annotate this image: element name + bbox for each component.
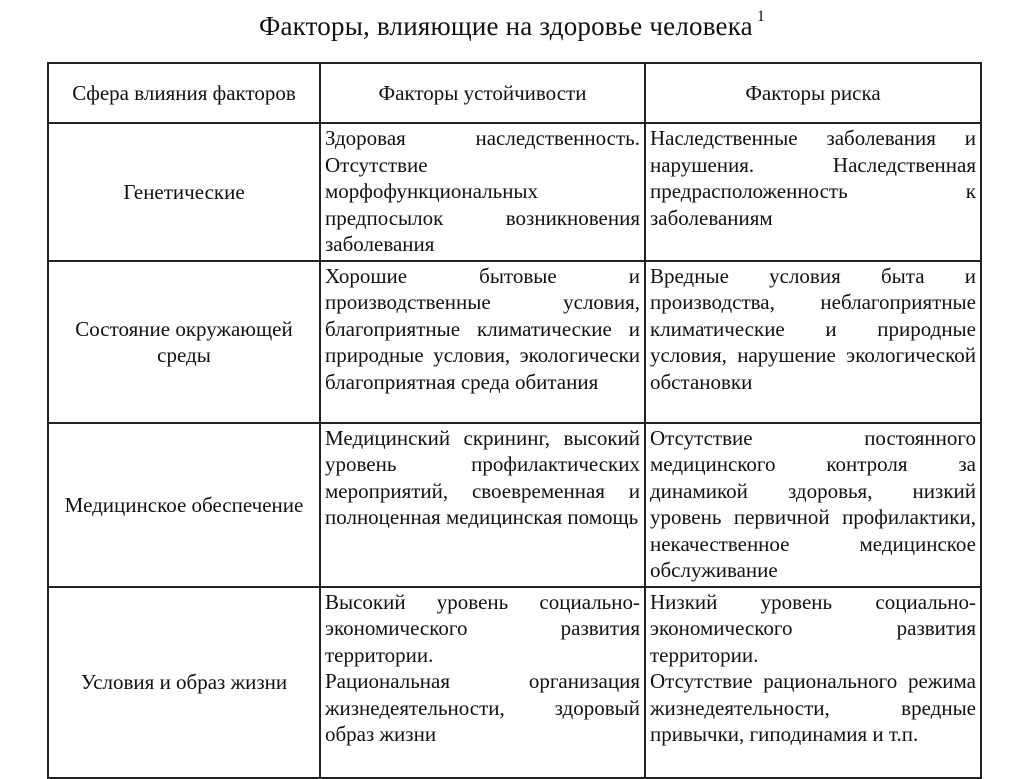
stability-cell <box>320 261 645 423</box>
table-row <box>48 261 981 423</box>
factors-table <box>47 62 982 779</box>
risk-cell <box>645 261 981 423</box>
sphere-cell: Условия и образ жизни <box>48 587 320 778</box>
risk-cell <box>645 587 981 778</box>
table-row <box>48 423 981 587</box>
sphere-cell: Медицинское обеспечение <box>48 423 320 587</box>
cell-paragraph: Отсутствие рационального режима жизнедеятельности, вредные привычки, гиподинамия и т.п. <box>650 669 976 746</box>
stability-cell <box>320 587 645 778</box>
table-row <box>48 123 981 261</box>
risk-cell <box>645 423 981 587</box>
title-footnote-mark: 1 <box>756 8 766 25</box>
stability-cell <box>320 123 645 261</box>
document-title <box>0 8 1024 42</box>
cell-paragraph: Наследственные заболевания и нарушения. Наследственная предрасположенность к заболеваниям <box>650 126 976 230</box>
sphere-cell: Состояние окружающей среды <box>48 261 320 423</box>
header-sphere: Сфера влияния факторов <box>48 63 320 123</box>
cell-paragraph: Медицинский скрининг, высокий уровень профилактических мероприятий, своевременная и полноценная медицинская помощь <box>325 425 640 529</box>
cell-paragraph: Хорошие бытовые и производственные условия, благоприятные климатические и природные условия, экологически благоприятная среда обитания <box>325 263 640 394</box>
table-header-row <box>48 63 981 123</box>
cell-paragraph: Здоровая наследственность. Отсутствие морфофункциональных предпосылок возникновения заболевания <box>325 126 640 256</box>
cell-paragraph: Рациональная организация жизнедеятельности, здоровый образ жизни <box>325 669 640 746</box>
sphere-cell: Генетические <box>48 123 320 261</box>
cell-paragraph: Высокий уровень социально-экономического развития территории. <box>325 589 640 667</box>
cell-paragraph: Низкий уровень социально-экономического развития территории. <box>650 589 976 667</box>
header-stability-factors: Факторы устойчивости <box>320 63 645 123</box>
stability-cell <box>320 423 645 587</box>
title-text: Факторы, влияющие на здоровье человека <box>258 11 753 41</box>
cell-paragraph: Вредные условия быта и производства, неблагоприятные климатические и природные условия, нарушение экологической обстановки <box>650 263 976 394</box>
table-row <box>48 587 981 778</box>
header-risk-factors: Факторы риска <box>645 63 981 123</box>
cell-paragraph: Отсутствие постоянного медицинского контроля за динамикой здоровья, низкий уровень первичной профилактики, некачественное медицинское обслуживание <box>650 425 976 582</box>
risk-cell <box>645 123 981 261</box>
